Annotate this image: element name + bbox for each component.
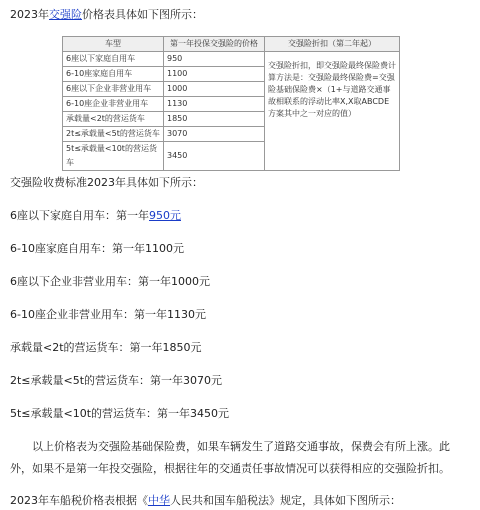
intro-text-start: 2023年	[10, 8, 49, 21]
cell-price: 1130	[164, 97, 265, 112]
fee-item-2: 6-10座家庭自用车：第一年1100元	[10, 242, 184, 255]
header-vehicle-type: 车型	[63, 37, 164, 52]
cell-vehicle-type: 6-10座企业非营业用车	[63, 97, 164, 112]
cell-price: 950	[164, 52, 265, 67]
cell-vehicle-type: 5t≤承载量<10t的营运货车	[63, 142, 164, 171]
fee-item-3: 6座以下企业非营业用车：第一年1000元	[10, 275, 210, 288]
fee-item-5: 承载量<2t的营运货车：第一年1850元	[10, 341, 202, 354]
cell-vehicle-type: 2t≤承载量<5t的营运货车	[63, 127, 164, 142]
price-950-link[interactable]: 950元	[149, 209, 181, 222]
fee-standard-heading: 交强险收费标准2023年具体如下所示：	[10, 176, 203, 189]
header-first-year-price: 第一年投保交强险的价格	[164, 37, 265, 52]
cell-price: 1100	[164, 67, 265, 82]
fee-item-4: 6-10座企业非营业用车：第一年1130元	[10, 308, 206, 321]
cell-discount-note: 交强险折扣，即交强险最终保险费计算方法是：交强险最终保险费=交强险基础保险费×（1+与道路交通事故相联系的浮动比率X,X取ABCDE方案其中之一对应的值）	[265, 52, 400, 171]
closing-text-end: 人民共和国车船税法》规定，具体如下图所示：	[170, 494, 401, 507]
header-discount: 交强险折扣（第二年起）	[265, 37, 400, 52]
cell-price: 3070	[164, 127, 265, 142]
intro-text-end: 价格表具体如下图所示：	[82, 8, 203, 21]
cell-price: 1000	[164, 82, 265, 97]
table-row	[63, 52, 400, 67]
table-header-row	[63, 37, 400, 52]
compulsory-insurance-link[interactable]: 交强险	[49, 8, 82, 21]
fee-item-7: 5t≤承载量<10t的营运货车：第一年3450元	[10, 407, 230, 420]
cell-vehicle-type: 6-10座家庭自用车	[63, 67, 164, 82]
closing-text-start: 2023年车船税价格表根据《	[10, 494, 148, 507]
fee-item-1-text: 6座以下家庭自用车：第一年	[10, 209, 149, 222]
price-table	[62, 36, 400, 171]
cell-vehicle-type: 承载量<2t的营运货车	[63, 112, 164, 127]
fee-item-6: 2t≤承载量<5t的营运货车：第一年3070元	[10, 374, 223, 387]
intro-paragraph	[10, 8, 203, 22]
fee-item-1	[10, 209, 181, 223]
cell-vehicle-type: 6座以下家庭自用车	[63, 52, 164, 67]
cell-vehicle-type: 6座以下企业非营业用车	[63, 82, 164, 97]
closing-paragraph	[10, 494, 401, 508]
china-link[interactable]: 中华	[148, 494, 170, 507]
cell-price: 1850	[164, 112, 265, 127]
cell-price: 3450	[164, 142, 265, 171]
summary-paragraph: 以上价格表为交强险基础保险费，如果车辆发生了道路交通事故，保费会有所上涨。此外，如果不是第一年投交强险，根据往年的交通责任事故情况可以获得相应的交强险折扣。	[10, 440, 450, 475]
